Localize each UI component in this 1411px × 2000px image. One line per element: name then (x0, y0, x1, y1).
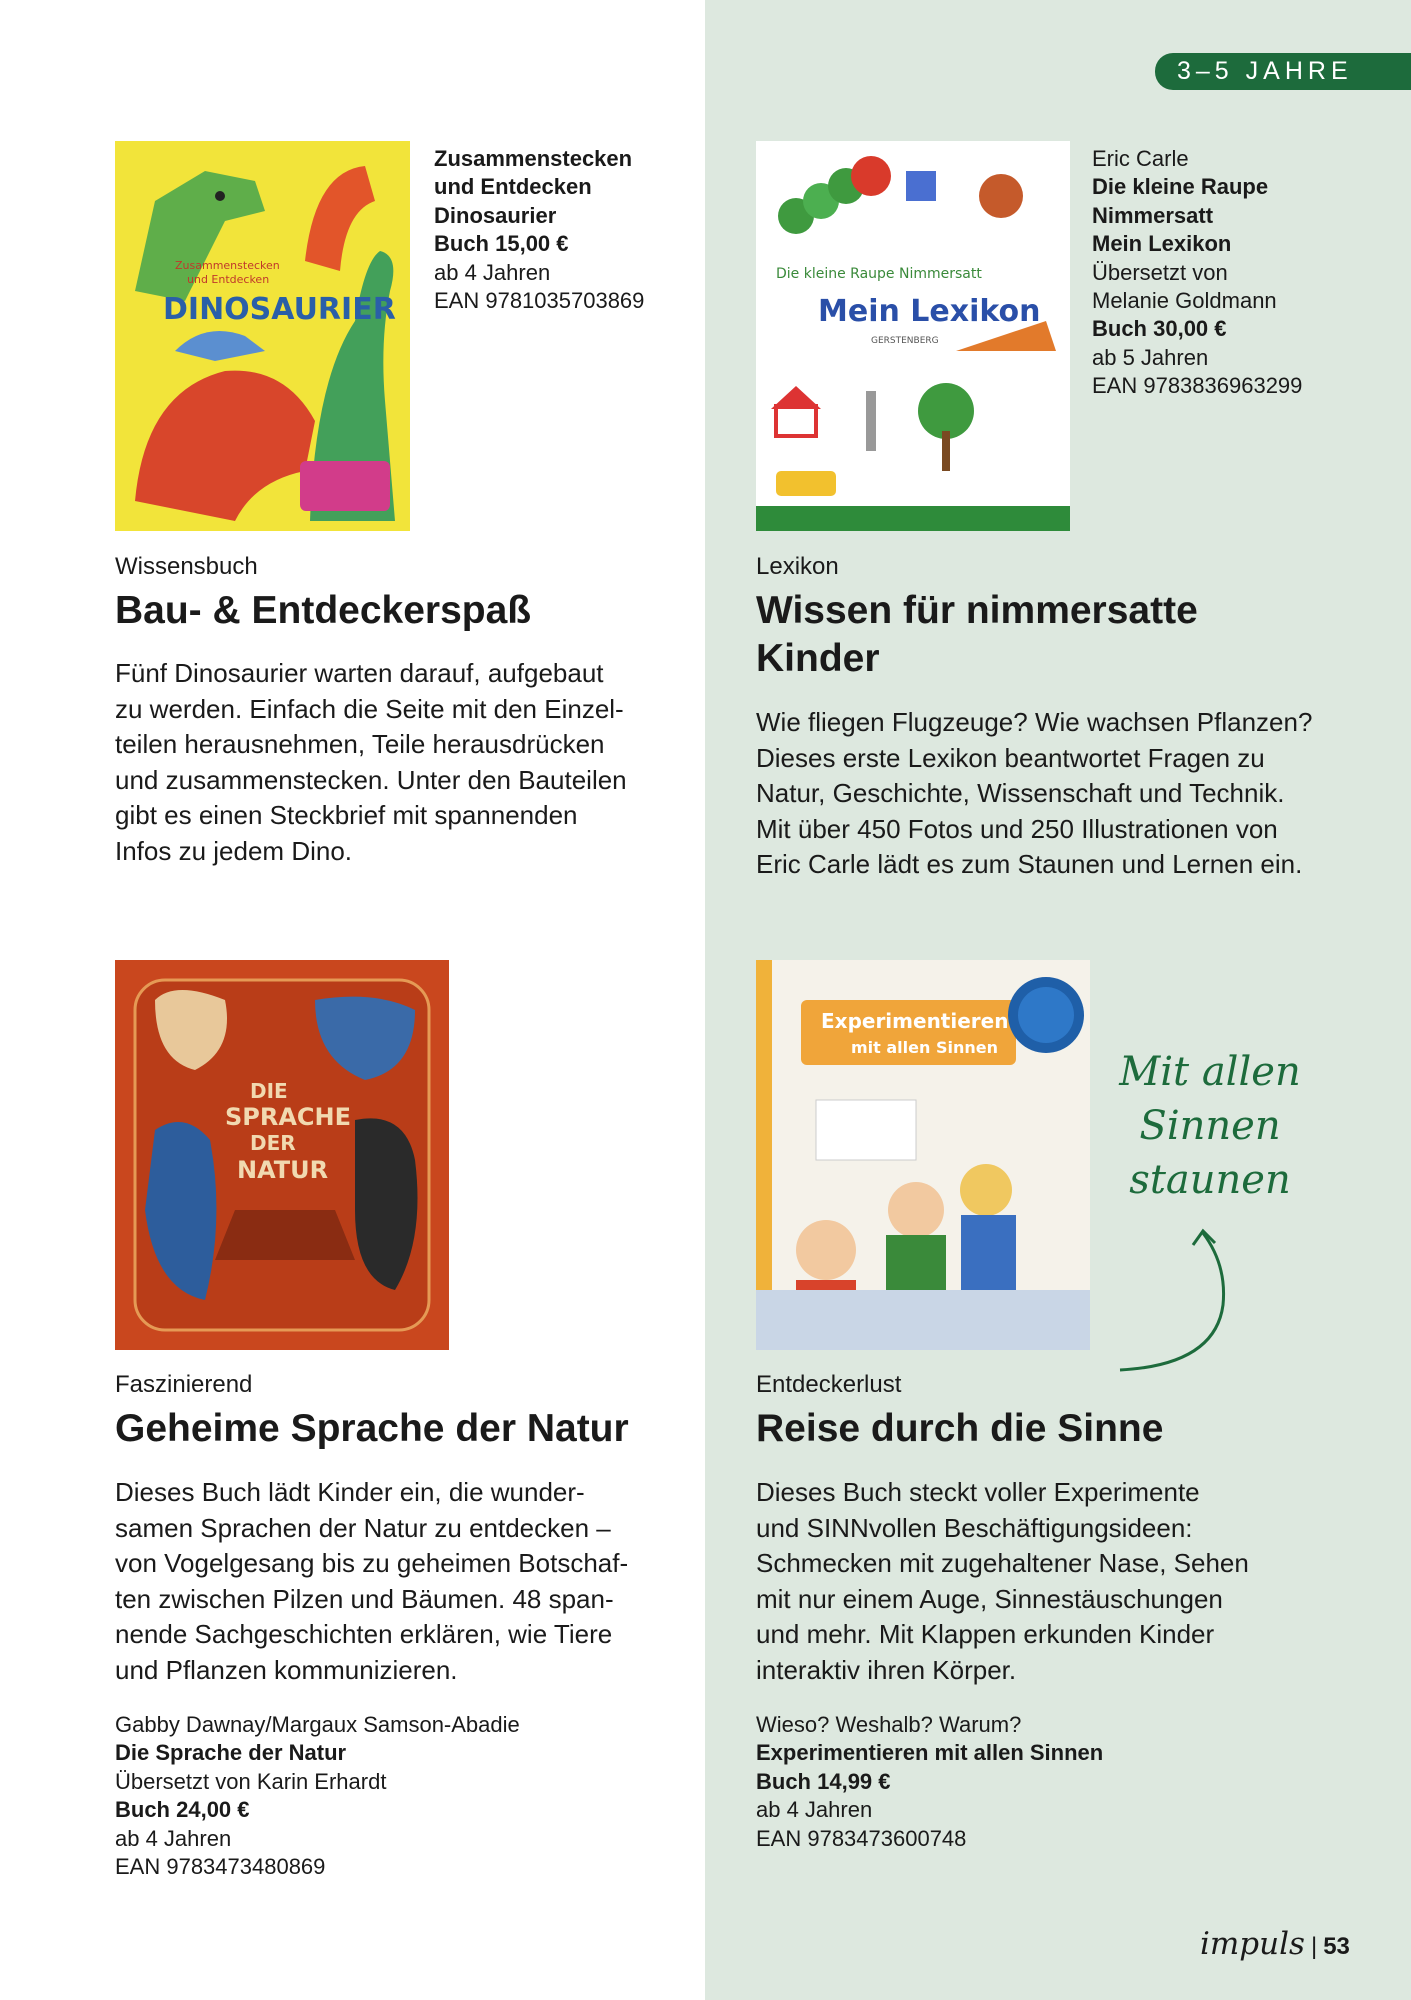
product-translator: Übersetzt von (1092, 259, 1228, 285)
cover-sinne-line2: mit allen Sinnen (851, 1038, 998, 1057)
headline-line: Kinder (756, 637, 880, 680)
category-label: Lexikon (756, 553, 839, 580)
product-author: Eric Carle (1092, 146, 1189, 171)
annotation-line: Sinnen (1139, 1103, 1281, 1149)
body-line: Dieses Buch steckt voller Experimente (756, 1477, 1200, 1507)
cover-dino-line2: und Entdecken (187, 273, 270, 286)
body-line: von Vogelgesang bis zu geheimen Botschaf- (115, 1548, 629, 1578)
category-label: Faszinierend (115, 1371, 253, 1398)
product-ean: EAN 9783473600748 (756, 1825, 967, 1851)
product-price: Buch 30,00 € (1092, 316, 1227, 342)
body-line: Wie fliegen Flugzeuge? Wie wachsen Pflanzen? (756, 707, 1313, 737)
product-price: Buch 24,00 € (115, 1797, 250, 1823)
body-line: Eric Carle lädt es zum Staunen und Lernen ein. (756, 849, 1303, 879)
product-title-line: Die kleine Raupe (1092, 174, 1269, 200)
product-age: ab 4 Jahren (115, 1825, 232, 1851)
section-body (115, 1475, 628, 1688)
handwritten-annotation (1110, 1045, 1310, 1207)
curved-arrow-icon (1115, 1225, 1235, 1375)
product-title-line: Die Sprache der Natur (115, 1740, 347, 1766)
body-line: Dieses erste Lexikon beantwortet Fragen zu (756, 742, 1265, 773)
book-cover-sprache-der-natur (115, 960, 449, 1350)
cover-natur-line3: DER (250, 1131, 296, 1155)
cover-dino-line1: Zusammenstecken (175, 259, 280, 272)
product-info-experimentieren (756, 1711, 1103, 1853)
body-line: und zusammenstecken. Unter den Bauteilen (115, 764, 627, 795)
body-line: Infos zu jedem Dino. (115, 835, 353, 866)
cover-raupe-publisher: GERSTENBERG (871, 336, 939, 346)
body-line: gibt es einen Steckbrief mit spannenden (115, 800, 578, 830)
body-line: samen Sprachen der Natur zu entdecken – (115, 1512, 611, 1543)
product-age: ab 4 Jahren (756, 1797, 873, 1823)
body-line: ten zwischen Pilzen und Bäumen. 48 span- (115, 1583, 614, 1614)
body-line: Fünf Dinosaurier warten darauf, aufgebaut (115, 658, 604, 688)
category-label: Wissensbuch (115, 553, 258, 580)
body-line: und mehr. Mit Klappen erkunden Kinder (756, 1619, 1215, 1649)
product-age: ab 5 Jahren (1092, 344, 1209, 370)
product-author: Gabby Dawnay/Margaux Samson-Abadie (115, 1712, 520, 1737)
section-headline: Bau- & Entdeckerspaß (115, 589, 532, 632)
product-age: ab 4 Jahren (434, 259, 551, 285)
headline-line: Wissen für nimmersatte (756, 589, 1198, 632)
product-title-line: Mein Lexikon (1092, 231, 1232, 257)
product-ean: EAN 9783836963299 (1092, 373, 1303, 399)
category-label: Entdeckerlust (756, 1371, 902, 1398)
book-cover-mein-lexikon (756, 141, 1070, 531)
product-price: Buch 15,00 € (434, 231, 569, 257)
impuls-logo: impuls (1200, 1926, 1305, 1962)
product-info-sprache-der-natur (115, 1711, 520, 1881)
cover-sinne-line1: Experimentieren (821, 1009, 1009, 1033)
body-line: Dieses Buch lädt Kinder ein, die wunder- (115, 1477, 585, 1507)
section-body (756, 705, 1312, 883)
product-title-line: und Entdecken (434, 174, 592, 200)
product-info-mein-lexikon (1092, 145, 1302, 401)
section-body (115, 656, 627, 869)
product-title-line: Dinosaurier (434, 202, 557, 228)
annotation-line: staunen (1129, 1157, 1291, 1203)
body-line: mit nur einem Auge, Sinnestäuschungen (756, 1583, 1223, 1614)
product-translator: Übersetzt von Karin Erhardt (115, 1768, 387, 1794)
product-ean: EAN 9783473480869 (115, 1854, 326, 1880)
cover-natur-line1: DIE (250, 1079, 288, 1103)
body-line: Schmecken mit zugehaltener Nase, Sehen (756, 1548, 1249, 1578)
body-line: und Pflanzen kommunizieren. (115, 1654, 458, 1685)
section-headline: Reise durch die Sinne (756, 1407, 1164, 1450)
body-line: zu werden. Einfach die Seite mit den Einzel- (115, 693, 624, 724)
cover-dino-title: DINOSAURIER (163, 292, 396, 327)
body-line: interaktiv ihren Körper. (756, 1654, 1017, 1685)
section-headline (756, 587, 1198, 683)
cover-raupe-title: Mein Lexikon (818, 294, 1041, 329)
product-translator: Melanie Goldmann (1092, 288, 1277, 314)
product-series: Wieso? Weshalb? Warum? (756, 1712, 1022, 1737)
cover-raupe-line1: Die kleine Raupe Nimmersatt (776, 266, 982, 282)
annotation-line: Mit allen (1119, 1049, 1301, 1095)
product-title-line: Nimmersatt (1092, 202, 1214, 228)
page-number: 53 (1323, 1933, 1350, 1960)
product-ean: EAN 9781035703869 (434, 288, 645, 314)
product-info-dinosaurier (434, 145, 644, 315)
section-headline: Geheime Sprache der Natur (115, 1407, 629, 1450)
age-badge: 3–5 JAHRE (1155, 53, 1411, 90)
body-line: teilen herausnehmen, Teile herausdrücken (115, 729, 605, 759)
product-title-line: Zusammenstecken (434, 146, 633, 171)
body-line: Natur, Geschichte, Wissenschaft und Technik. (756, 778, 1285, 808)
product-price: Buch 14,99 € (756, 1768, 891, 1794)
product-title-line: Experimentieren mit allen Sinnen (756, 1740, 1104, 1766)
body-line: Mit über 450 Fotos und 250 Illustrationen von (756, 813, 1278, 844)
body-line: und SINNvollen Beschäftigungsideen: (756, 1512, 1193, 1543)
cover-natur-line2: SPRACHE (225, 1103, 352, 1131)
book-cover-dinosaurier (115, 141, 410, 531)
body-line: nende Sachgeschichten erklären, wie Tiere (115, 1619, 613, 1649)
section-body (756, 1475, 1249, 1688)
book-cover-experimentieren (756, 960, 1090, 1350)
page-footer: impuls | 53 (1200, 1926, 1350, 1962)
cover-natur-line4: NATUR (237, 1156, 329, 1184)
